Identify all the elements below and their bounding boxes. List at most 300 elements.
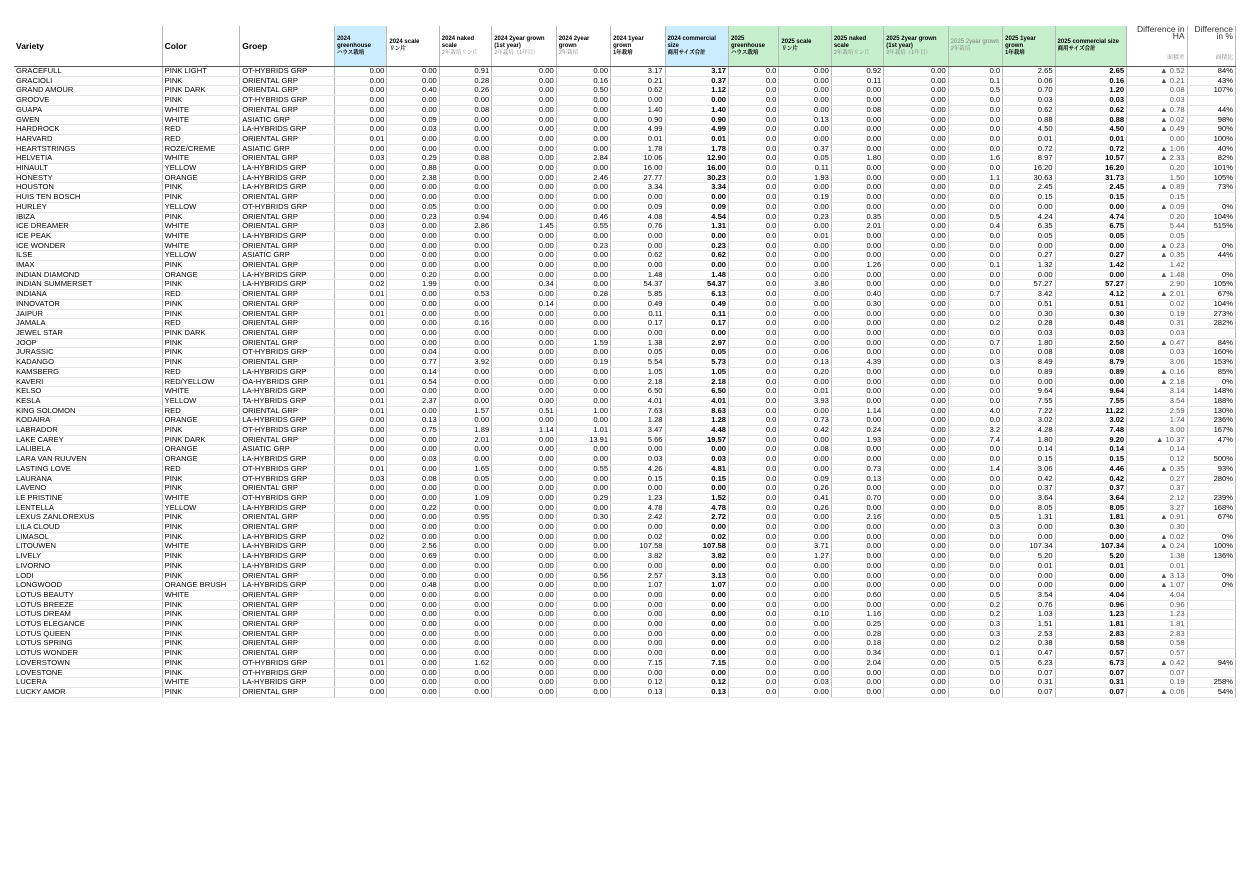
variety-cell[interactable]: KING SOLOMON — [14, 406, 162, 416]
color-cell[interactable]: PINK — [162, 96, 240, 106]
1year-2025-cell[interactable]: 0.00 — [1003, 270, 1055, 280]
naked-scale-2025-cell[interactable]: 0.18 — [831, 639, 883, 649]
2year-1st-2025-cell[interactable]: 0.00 — [884, 561, 949, 571]
difference-pct-cell[interactable]: 44% — [1187, 105, 1235, 115]
1year-2025-cell[interactable]: 4.50 — [1003, 125, 1055, 135]
greenhouse-2024-cell[interactable]: 0.00 — [334, 105, 386, 115]
2year-2024-cell[interactable]: 0.00 — [556, 367, 610, 377]
commercial-2024-cell[interactable]: 0.00 — [665, 96, 728, 106]
difference-pct-cell[interactable] — [1187, 231, 1235, 241]
color-cell[interactable]: PINK — [162, 532, 240, 542]
1year-2024-cell[interactable]: 0.00 — [611, 620, 665, 630]
color-cell[interactable]: PINK — [162, 561, 240, 571]
difference-pct-cell[interactable]: 82% — [1187, 154, 1235, 164]
scale-2024-cell[interactable]: 0.00 — [387, 105, 439, 115]
commercial-2024-cell[interactable]: 4.99 — [665, 125, 728, 135]
naked-scale-2025-cell[interactable]: 2.16 — [831, 513, 883, 523]
1year-2024-cell[interactable]: 107.58 — [611, 542, 665, 552]
2year-2025-cell[interactable]: 0.0 — [948, 270, 1002, 280]
naked-scale-2024-cell[interactable]: 0.00 — [439, 144, 491, 154]
2year-2025-cell[interactable]: 0.3 — [948, 629, 1002, 639]
2year-1st-2024-cell[interactable]: 0.00 — [492, 290, 557, 300]
1year-2024-cell[interactable]: 1.07 — [611, 581, 665, 591]
groep-cell[interactable]: ORIENTAL GRP — [240, 212, 335, 222]
2year-1st-2024-cell[interactable]: 0.00 — [492, 164, 557, 174]
2year-1st-2025-cell[interactable]: 0.00 — [884, 319, 949, 329]
scale-2024-cell[interactable]: 0.00 — [387, 338, 439, 348]
groep-cell[interactable]: ORIENTAL GRP — [240, 358, 335, 368]
commercial-2024-cell[interactable]: 2.72 — [665, 513, 728, 523]
groep-cell[interactable]: ORIENTAL GRP — [240, 523, 335, 533]
scale-2024-cell[interactable]: 0.00 — [387, 484, 439, 494]
commercial-2025-cell[interactable]: 0.07 — [1055, 668, 1127, 678]
2year-2024-cell[interactable]: 0.30 — [556, 513, 610, 523]
scale-2025-cell[interactable]: 0.00 — [779, 125, 831, 135]
commercial-2024-cell[interactable]: 0.00 — [665, 484, 728, 494]
scale-2025-cell[interactable]: 0.01 — [779, 387, 831, 397]
color-cell[interactable]: PINK — [162, 600, 240, 610]
difference-pct-cell[interactable]: 98% — [1187, 115, 1235, 125]
2year-2025-cell[interactable]: 0.0 — [948, 396, 1002, 406]
2year-1st-2024-cell[interactable]: 0.00 — [492, 348, 557, 358]
2year-1st-2024-cell[interactable]: 0.00 — [492, 610, 557, 620]
2year-2025-cell[interactable]: 0.0 — [948, 164, 1002, 174]
commercial-2024-cell[interactable]: 0.90 — [665, 115, 728, 125]
groep-cell[interactable]: LA-HYBRIDS GRP — [240, 581, 335, 591]
difference-ha-cell[interactable]: ▲ 0.21 — [1127, 76, 1187, 86]
1year-2024-cell[interactable]: 27.77 — [611, 173, 665, 183]
color-cell[interactable]: PINK — [162, 620, 240, 630]
2year-2024-cell[interactable]: 0.19 — [556, 358, 610, 368]
variety-cell[interactable]: HARVARD — [14, 134, 162, 144]
commercial-2025-cell[interactable]: 8.79 — [1055, 358, 1127, 368]
2year-2025-cell[interactable]: 0.0 — [948, 134, 1002, 144]
1year-2024-cell[interactable]: 0.21 — [611, 76, 665, 86]
naked-scale-2025-cell[interactable]: 1.14 — [831, 406, 883, 416]
2year-2024-cell[interactable]: 0.00 — [556, 387, 610, 397]
2year-2024-cell[interactable]: 0.00 — [556, 581, 610, 591]
1year-2024-cell[interactable]: 4.78 — [611, 503, 665, 513]
difference-pct-cell[interactable]: 0% — [1187, 581, 1235, 591]
difference-pct-cell[interactable]: 0% — [1187, 241, 1235, 251]
color-cell[interactable]: PINK — [162, 76, 240, 86]
greenhouse-2025-cell[interactable]: 0.0 — [729, 183, 779, 193]
difference-pct-cell[interactable]: 104% — [1187, 299, 1235, 309]
commercial-2024-cell[interactable]: 0.62 — [665, 251, 728, 261]
1year-2025-cell[interactable]: 4.24 — [1003, 212, 1055, 222]
naked-scale-2025-cell[interactable]: 0.00 — [831, 523, 883, 533]
commercial-2024-cell[interactable]: 0.03 — [665, 455, 728, 465]
1year-2024-cell[interactable]: 0.00 — [611, 193, 665, 203]
1year-2025-cell[interactable]: 0.08 — [1003, 348, 1055, 358]
difference-ha-cell[interactable]: 0.00 — [1127, 134, 1187, 144]
1year-2024-cell[interactable]: 0.13 — [611, 688, 665, 698]
1year-2024-cell[interactable]: 0.09 — [611, 202, 665, 212]
greenhouse-2025-cell[interactable]: 0.0 — [729, 416, 779, 426]
commercial-2024-cell[interactable]: 0.00 — [665, 600, 728, 610]
greenhouse-2024-cell[interactable]: 0.00 — [334, 164, 386, 174]
1year-2024-cell[interactable]: 6.50 — [611, 387, 665, 397]
2year-1st-2025-cell[interactable]: 0.00 — [884, 610, 949, 620]
scale-2024-cell[interactable]: 2.56 — [387, 542, 439, 552]
header-2024-naked-scale[interactable]: 2024 naked scale 2年栽培リン片 — [439, 26, 491, 67]
commercial-2025-cell[interactable]: 0.00 — [1055, 270, 1127, 280]
naked-scale-2024-cell[interactable]: 0.00 — [439, 309, 491, 319]
naked-scale-2025-cell[interactable]: 0.00 — [831, 396, 883, 406]
difference-pct-cell[interactable]: 84% — [1187, 338, 1235, 348]
2year-1st-2025-cell[interactable]: 0.00 — [884, 484, 949, 494]
scale-2024-cell[interactable]: 0.00 — [387, 319, 439, 329]
difference-pct-cell[interactable] — [1187, 523, 1235, 533]
commercial-2025-cell[interactable]: 1.23 — [1055, 610, 1127, 620]
scale-2024-cell[interactable]: 0.00 — [387, 290, 439, 300]
variety-cell[interactable]: LASTING LOVE — [14, 464, 162, 474]
commercial-2025-cell[interactable]: 4.46 — [1055, 464, 1127, 474]
greenhouse-2025-cell[interactable]: 0.0 — [729, 76, 779, 86]
naked-scale-2025-cell[interactable]: 0.30 — [831, 299, 883, 309]
2year-1st-2025-cell[interactable]: 0.00 — [884, 270, 949, 280]
greenhouse-2024-cell[interactable]: 0.01 — [334, 464, 386, 474]
2year-2024-cell[interactable]: 0.00 — [556, 542, 610, 552]
commercial-2024-cell[interactable]: 1.78 — [665, 144, 728, 154]
commercial-2024-cell[interactable]: 30.23 — [665, 173, 728, 183]
scale-2025-cell[interactable]: 3.80 — [779, 280, 831, 290]
commercial-2024-cell[interactable]: 0.12 — [665, 678, 728, 688]
naked-scale-2024-cell[interactable]: 0.00 — [439, 241, 491, 251]
color-cell[interactable]: PINK LIGHT — [162, 67, 240, 77]
scale-2024-cell[interactable]: 0.00 — [387, 493, 439, 503]
greenhouse-2024-cell[interactable]: 0.00 — [334, 513, 386, 523]
commercial-2025-cell[interactable]: 0.08 — [1055, 348, 1127, 358]
commercial-2024-cell[interactable]: 0.00 — [665, 523, 728, 533]
groep-cell[interactable]: LA-HYBRIDS GRP — [240, 270, 335, 280]
scale-2025-cell[interactable]: 0.00 — [779, 523, 831, 533]
commercial-2024-cell[interactable]: 1.52 — [665, 493, 728, 503]
greenhouse-2025-cell[interactable]: 0.0 — [729, 542, 779, 552]
2year-1st-2024-cell[interactable]: 0.00 — [492, 367, 557, 377]
2year-2024-cell[interactable]: 0.00 — [556, 309, 610, 319]
2year-1st-2025-cell[interactable]: 0.00 — [884, 115, 949, 125]
2year-2024-cell[interactable]: 13.91 — [556, 435, 610, 445]
greenhouse-2024-cell[interactable]: 0.00 — [334, 96, 386, 106]
naked-scale-2024-cell[interactable]: 0.00 — [439, 445, 491, 455]
1year-2025-cell[interactable]: 0.15 — [1003, 193, 1055, 203]
difference-ha-cell[interactable]: 0.07 — [1127, 668, 1187, 678]
color-cell[interactable]: PINK DARK — [162, 435, 240, 445]
groep-cell[interactable]: LA-HYBRIDS GRP — [240, 561, 335, 571]
color-cell[interactable]: PINK DARK — [162, 86, 240, 96]
color-cell[interactable]: RED — [162, 290, 240, 300]
difference-ha-cell[interactable]: 0.14 — [1127, 445, 1187, 455]
scale-2024-cell[interactable]: 0.03 — [387, 125, 439, 135]
scale-2024-cell[interactable]: 0.00 — [387, 610, 439, 620]
greenhouse-2024-cell[interactable]: 0.00 — [334, 590, 386, 600]
greenhouse-2024-cell[interactable]: 0.02 — [334, 532, 386, 542]
1year-2025-cell[interactable]: 0.88 — [1003, 115, 1055, 125]
naked-scale-2025-cell[interactable]: 0.40 — [831, 290, 883, 300]
variety-cell[interactable]: LIVORNO — [14, 561, 162, 571]
naked-scale-2025-cell[interactable]: 0.00 — [831, 367, 883, 377]
groep-cell[interactable]: LA-HYBRIDS GRP — [240, 280, 335, 290]
2year-1st-2024-cell[interactable]: 0.00 — [492, 474, 557, 484]
2year-1st-2024-cell[interactable]: 1.14 — [492, 426, 557, 436]
variety-cell[interactable]: ICE WONDER — [14, 241, 162, 251]
naked-scale-2024-cell[interactable]: 1.65 — [439, 464, 491, 474]
naked-scale-2024-cell[interactable]: 1.09 — [439, 493, 491, 503]
greenhouse-2025-cell[interactable]: 0.0 — [729, 328, 779, 338]
2year-2024-cell[interactable]: 0.00 — [556, 164, 610, 174]
1year-2025-cell[interactable]: 0.15 — [1003, 455, 1055, 465]
1year-2024-cell[interactable]: 0.02 — [611, 532, 665, 542]
greenhouse-2025-cell[interactable]: 0.0 — [729, 581, 779, 591]
greenhouse-2024-cell[interactable]: 0.00 — [334, 688, 386, 698]
2year-2025-cell[interactable]: 0.0 — [948, 193, 1002, 203]
1year-2025-cell[interactable]: 0.62 — [1003, 105, 1055, 115]
greenhouse-2025-cell[interactable]: 0.0 — [729, 193, 779, 203]
scale-2025-cell[interactable]: 0.00 — [779, 134, 831, 144]
2year-2025-cell[interactable]: 0.5 — [948, 212, 1002, 222]
1year-2024-cell[interactable]: 3.34 — [611, 183, 665, 193]
variety-cell[interactable]: INDIANA — [14, 290, 162, 300]
difference-pct-cell[interactable] — [1187, 629, 1235, 639]
naked-scale-2024-cell[interactable]: 0.00 — [439, 455, 491, 465]
1year-2025-cell[interactable]: 0.37 — [1003, 484, 1055, 494]
difference-ha-cell[interactable]: 0.03 — [1127, 328, 1187, 338]
color-cell[interactable]: PINK — [162, 639, 240, 649]
variety-cell[interactable]: JAIPUR — [14, 309, 162, 319]
variety-cell[interactable]: GUAPA — [14, 105, 162, 115]
2year-1st-2024-cell[interactable]: 0.00 — [492, 387, 557, 397]
greenhouse-2025-cell[interactable]: 0.0 — [729, 338, 779, 348]
difference-pct-cell[interactable] — [1187, 445, 1235, 455]
scale-2025-cell[interactable]: 0.00 — [779, 668, 831, 678]
greenhouse-2024-cell[interactable]: 0.00 — [334, 387, 386, 397]
commercial-2025-cell[interactable]: 0.00 — [1055, 571, 1127, 581]
scale-2024-cell[interactable]: 0.00 — [387, 513, 439, 523]
2year-1st-2025-cell[interactable]: 0.00 — [884, 328, 949, 338]
greenhouse-2024-cell[interactable]: 0.00 — [334, 484, 386, 494]
scale-2025-cell[interactable]: 0.00 — [779, 183, 831, 193]
greenhouse-2024-cell[interactable]: 0.01 — [334, 377, 386, 387]
1year-2024-cell[interactable]: 1.23 — [611, 493, 665, 503]
1year-2025-cell[interactable]: 1.51 — [1003, 620, 1055, 630]
1year-2025-cell[interactable]: 0.00 — [1003, 377, 1055, 387]
scale-2024-cell[interactable]: 0.00 — [387, 76, 439, 86]
2year-1st-2025-cell[interactable]: 0.00 — [884, 678, 949, 688]
scale-2024-cell[interactable]: 0.13 — [387, 416, 439, 426]
commercial-2024-cell[interactable]: 1.28 — [665, 416, 728, 426]
2year-1st-2024-cell[interactable]: 0.00 — [492, 270, 557, 280]
2year-1st-2025-cell[interactable]: 0.00 — [884, 620, 949, 630]
2year-2024-cell[interactable]: 0.00 — [556, 396, 610, 406]
1year-2025-cell[interactable]: 0.00 — [1003, 523, 1055, 533]
scale-2025-cell[interactable]: 0.00 — [779, 658, 831, 668]
color-cell[interactable]: YELLOW — [162, 396, 240, 406]
color-cell[interactable]: PINK — [162, 513, 240, 523]
greenhouse-2025-cell[interactable]: 0.0 — [729, 426, 779, 436]
variety-cell[interactable]: HELVETIA — [14, 154, 162, 164]
variety-cell[interactable]: HINAULT — [14, 164, 162, 174]
color-cell[interactable]: ORANGE — [162, 445, 240, 455]
greenhouse-2024-cell[interactable]: 0.01 — [334, 290, 386, 300]
commercial-2025-cell[interactable]: 3.64 — [1055, 493, 1127, 503]
groep-cell[interactable]: ORIENTAL GRP — [240, 154, 335, 164]
variety-cell[interactable]: LABRADOR — [14, 426, 162, 436]
commercial-2024-cell[interactable]: 3.17 — [665, 67, 728, 77]
naked-scale-2025-cell[interactable]: 0.00 — [831, 164, 883, 174]
2year-1st-2024-cell[interactable]: 0.00 — [492, 202, 557, 212]
color-cell[interactable]: WHITE — [162, 542, 240, 552]
1year-2025-cell[interactable]: 0.42 — [1003, 474, 1055, 484]
2year-1st-2024-cell[interactable]: 0.00 — [492, 105, 557, 115]
naked-scale-2025-cell[interactable]: 0.00 — [831, 280, 883, 290]
greenhouse-2024-cell[interactable]: 0.00 — [334, 261, 386, 271]
groep-cell[interactable]: OT-HYBRIDS GRP — [240, 67, 335, 77]
2year-1st-2024-cell[interactable]: 0.00 — [492, 445, 557, 455]
naked-scale-2024-cell[interactable]: 0.00 — [439, 377, 491, 387]
difference-ha-cell[interactable]: ▲ 0.52 — [1127, 67, 1187, 77]
difference-pct-cell[interactable]: 0% — [1187, 377, 1235, 387]
greenhouse-2025-cell[interactable]: 0.0 — [729, 639, 779, 649]
color-cell[interactable]: RED — [162, 319, 240, 329]
2year-1st-2025-cell[interactable]: 0.00 — [884, 290, 949, 300]
1year-2025-cell[interactable]: 0.03 — [1003, 96, 1055, 106]
header-2024-greenhouse[interactable]: 2024 greenhouse ハウス栽培 — [334, 26, 386, 67]
greenhouse-2025-cell[interactable]: 0.0 — [729, 348, 779, 358]
2year-2024-cell[interactable]: 2.84 — [556, 154, 610, 164]
scale-2025-cell[interactable]: 0.00 — [779, 513, 831, 523]
commercial-2025-cell[interactable]: 31.73 — [1055, 173, 1127, 183]
2year-1st-2025-cell[interactable]: 0.00 — [884, 154, 949, 164]
2year-2024-cell[interactable]: 0.00 — [556, 231, 610, 241]
2year-1st-2025-cell[interactable]: 0.00 — [884, 639, 949, 649]
2year-2024-cell[interactable]: 0.00 — [556, 552, 610, 562]
naked-scale-2025-cell[interactable]: 1.93 — [831, 435, 883, 445]
difference-ha-cell[interactable]: ▲ 0.24 — [1127, 542, 1187, 552]
1year-2025-cell[interactable]: 30.63 — [1003, 173, 1055, 183]
difference-pct-cell[interactable]: 47% — [1187, 435, 1235, 445]
naked-scale-2025-cell[interactable]: 0.13 — [831, 474, 883, 484]
2year-2025-cell[interactable]: 0.0 — [948, 668, 1002, 678]
greenhouse-2025-cell[interactable]: 0.0 — [729, 435, 779, 445]
variety-cell[interactable]: LENTELLA — [14, 503, 162, 513]
commercial-2024-cell[interactable]: 1.48 — [665, 270, 728, 280]
difference-ha-cell[interactable]: 0.37 — [1127, 484, 1187, 494]
naked-scale-2024-cell[interactable]: 0.00 — [439, 270, 491, 280]
2year-1st-2025-cell[interactable]: 0.00 — [884, 125, 949, 135]
greenhouse-2025-cell[interactable]: 0.0 — [729, 115, 779, 125]
1year-2024-cell[interactable]: 4.01 — [611, 396, 665, 406]
naked-scale-2025-cell[interactable]: 0.00 — [831, 134, 883, 144]
1year-2024-cell[interactable]: 0.00 — [611, 590, 665, 600]
commercial-2024-cell[interactable]: 6.13 — [665, 290, 728, 300]
2year-2024-cell[interactable]: 0.00 — [556, 590, 610, 600]
scale-2024-cell[interactable]: 0.00 — [387, 445, 439, 455]
2year-1st-2024-cell[interactable]: 0.00 — [492, 571, 557, 581]
2year-1st-2025-cell[interactable]: 0.00 — [884, 105, 949, 115]
groep-cell[interactable]: ORIENTAL GRP — [240, 484, 335, 494]
naked-scale-2025-cell[interactable]: 0.70 — [831, 493, 883, 503]
difference-pct-cell[interactable] — [1187, 668, 1235, 678]
greenhouse-2024-cell[interactable]: 0.00 — [334, 600, 386, 610]
color-cell[interactable]: PINK — [162, 610, 240, 620]
variety-cell[interactable]: LODI — [14, 571, 162, 581]
scale-2024-cell[interactable]: 0.00 — [387, 299, 439, 309]
scale-2024-cell[interactable]: 0.29 — [387, 154, 439, 164]
2year-2024-cell[interactable]: 0.00 — [556, 561, 610, 571]
2year-2024-cell[interactable]: 0.00 — [556, 474, 610, 484]
2year-1st-2024-cell[interactable]: 0.00 — [492, 193, 557, 203]
variety-cell[interactable]: JOOP — [14, 338, 162, 348]
difference-pct-cell[interactable]: 273% — [1187, 309, 1235, 319]
2year-2024-cell[interactable]: 0.00 — [556, 658, 610, 668]
scale-2024-cell[interactable]: 0.88 — [387, 164, 439, 174]
difference-pct-cell[interactable] — [1187, 600, 1235, 610]
greenhouse-2024-cell[interactable]: 0.00 — [334, 115, 386, 125]
2year-1st-2025-cell[interactable]: 0.00 — [884, 309, 949, 319]
2year-1st-2025-cell[interactable]: 0.00 — [884, 396, 949, 406]
2year-2025-cell[interactable]: 0.5 — [948, 513, 1002, 523]
scale-2024-cell[interactable]: 0.00 — [387, 387, 439, 397]
greenhouse-2025-cell[interactable]: 0.0 — [729, 678, 779, 688]
scale-2025-cell[interactable]: 0.00 — [779, 406, 831, 416]
greenhouse-2025-cell[interactable]: 0.0 — [729, 164, 779, 174]
greenhouse-2024-cell[interactable]: 0.00 — [334, 183, 386, 193]
color-cell[interactable]: YELLOW — [162, 251, 240, 261]
commercial-2024-cell[interactable]: 3.13 — [665, 571, 728, 581]
color-cell[interactable]: PINK — [162, 261, 240, 271]
difference-pct-cell[interactable]: 93% — [1187, 464, 1235, 474]
difference-pct-cell[interactable]: 282% — [1187, 319, 1235, 329]
2year-2024-cell[interactable]: 1.01 — [556, 426, 610, 436]
2year-1st-2025-cell[interactable]: 0.00 — [884, 96, 949, 106]
difference-pct-cell[interactable]: 0% — [1187, 571, 1235, 581]
greenhouse-2025-cell[interactable]: 0.0 — [729, 620, 779, 630]
greenhouse-2025-cell[interactable]: 0.0 — [729, 532, 779, 542]
naked-scale-2024-cell[interactable]: 0.00 — [439, 367, 491, 377]
groep-cell[interactable]: LA-HYBRIDS GRP — [240, 542, 335, 552]
greenhouse-2024-cell[interactable]: 0.01 — [334, 396, 386, 406]
1year-2024-cell[interactable]: 7.15 — [611, 658, 665, 668]
header-groep[interactable]: Groep — [240, 26, 335, 67]
scale-2024-cell[interactable]: 0.00 — [387, 600, 439, 610]
variety-cell[interactable]: HONESTY — [14, 173, 162, 183]
2year-2025-cell[interactable]: 0.7 — [948, 338, 1002, 348]
variety-cell[interactable]: IBIZA — [14, 212, 162, 222]
difference-ha-cell[interactable]: 1.81 — [1127, 620, 1187, 630]
difference-pct-cell[interactable]: 188% — [1187, 396, 1235, 406]
color-cell[interactable]: ORANGE BRUSH — [162, 581, 240, 591]
greenhouse-2024-cell[interactable]: 0.00 — [334, 435, 386, 445]
scale-2025-cell[interactable]: 0.20 — [779, 367, 831, 377]
commercial-2024-cell[interactable]: 0.02 — [665, 532, 728, 542]
difference-ha-cell[interactable]: ▲ 0.49 — [1127, 125, 1187, 135]
color-cell[interactable]: PINK — [162, 668, 240, 678]
difference-ha-cell[interactable]: ▲ 0.02 — [1127, 532, 1187, 542]
scale-2025-cell[interactable]: 0.00 — [779, 328, 831, 338]
2year-1st-2024-cell[interactable]: 0.00 — [492, 231, 557, 241]
1year-2025-cell[interactable]: 0.38 — [1003, 639, 1055, 649]
naked-scale-2025-cell[interactable]: 0.00 — [831, 241, 883, 251]
difference-ha-cell[interactable]: 1.50 — [1127, 173, 1187, 183]
greenhouse-2024-cell[interactable]: 0.00 — [334, 193, 386, 203]
groep-cell[interactable]: ORIENTAL GRP — [240, 571, 335, 581]
commercial-2025-cell[interactable]: 0.07 — [1055, 688, 1127, 698]
scale-2025-cell[interactable]: 0.08 — [779, 445, 831, 455]
greenhouse-2025-cell[interactable]: 0.0 — [729, 610, 779, 620]
commercial-2025-cell[interactable]: 0.00 — [1055, 532, 1127, 542]
naked-scale-2024-cell[interactable]: 0.00 — [439, 183, 491, 193]
